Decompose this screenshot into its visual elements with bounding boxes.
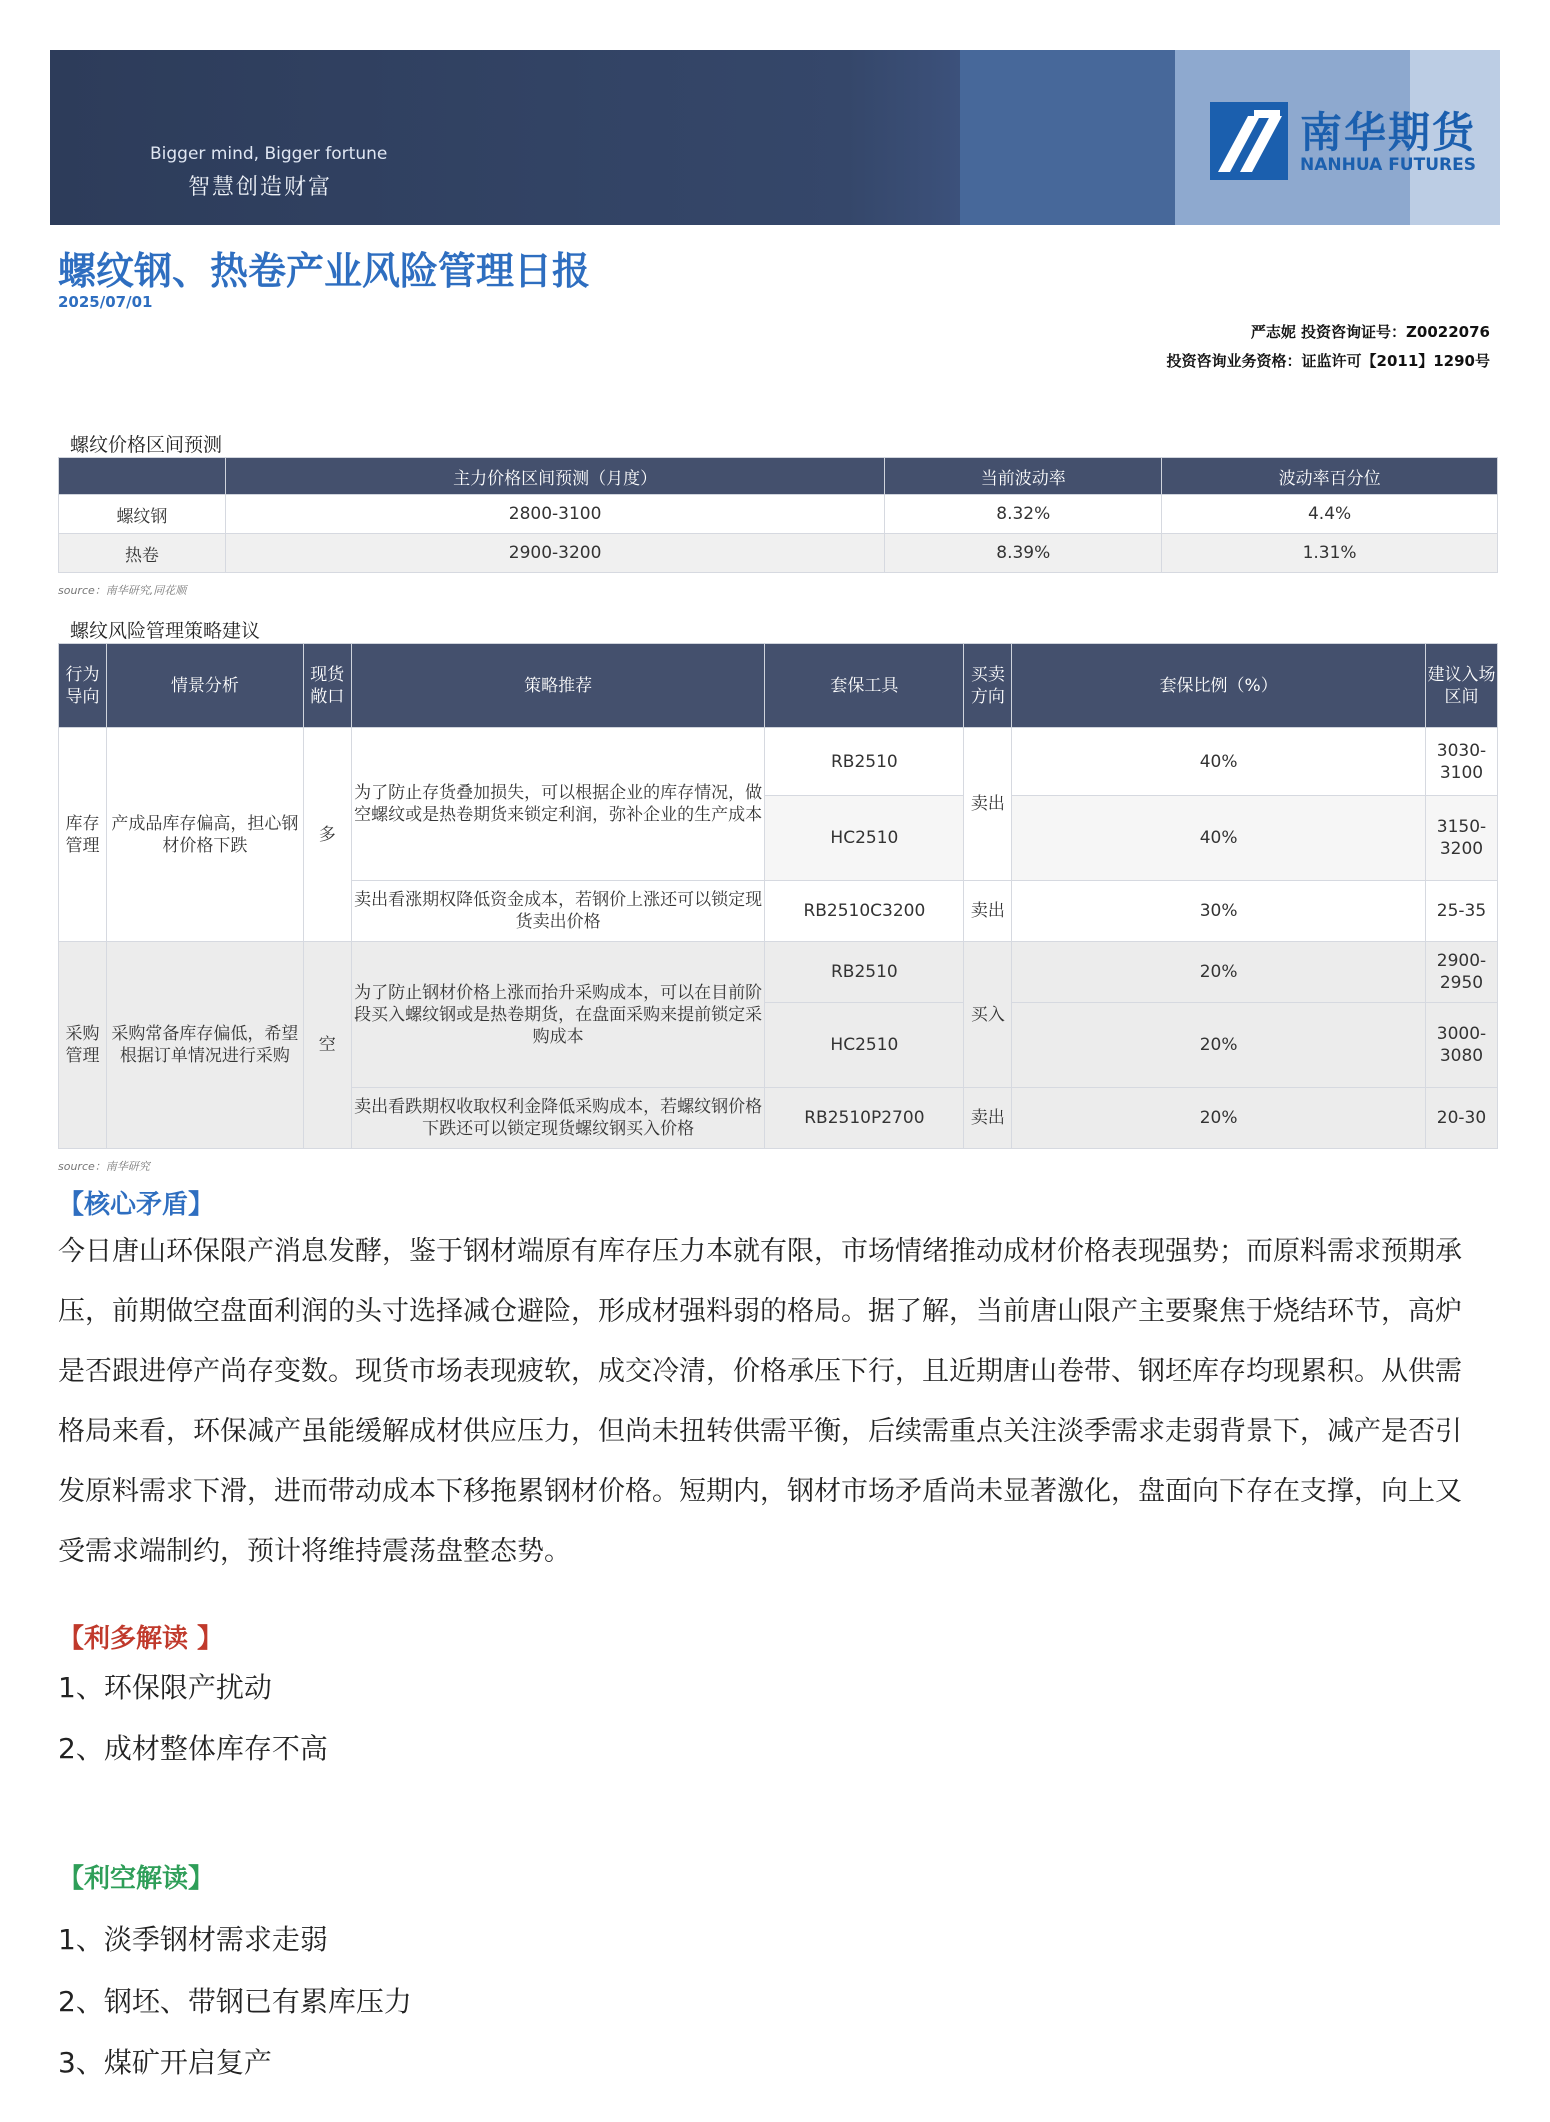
- table-header-cell: 波动率百分位: [1162, 458, 1498, 495]
- ratio-cell: 20%: [1012, 942, 1426, 1003]
- range-cell: 25-35: [1425, 881, 1497, 942]
- strategy-cell: 卖出看涨期权降低资金成本，若钢价上涨还可以锁定现货卖出价格: [351, 881, 765, 942]
- bearish-heading: 【利空解读】: [58, 1864, 215, 1894]
- side-cell: 卖出: [964, 728, 1012, 881]
- table-cell: 热卷: [59, 534, 226, 573]
- strategy-cell: 为了防止钢材价格上涨而抬升采购成本，可以在目前阶段买入螺纹钢或是热卷期货，在盘面采购来提前锁定采购成本: [351, 942, 765, 1088]
- bearish-item: 3、煤矿开启复产: [58, 2046, 272, 2079]
- header-banner: [50, 50, 1500, 225]
- bearish-item: 1、淡季钢材需求走弱: [58, 1923, 328, 1956]
- core-paragraph: 今日唐山环保限产消息发酵，鉴于钢材端原有库存压力本就有限，市场情绪推动成材价格表现强势；而原料需求预期承压，前期做空盘面利润的头寸选择减仓避险，形成材强料弱的格局。据了解，当前唐山限产主要聚焦于烧结环节，高炉是否跟进停产尚存变数。现货市场表现疲软，成交冷清，价格承压下行，且近期唐山卷带、钢坯库存均现累积。从供需格局来看，环保减产虽能缓解成材供应压力，但尚未扭转供需平衡，后续需重点关注淡季需求走弱背景下，减产是否引发原料需求下滑，进而带动成本下移拖累钢材价格。短期内，钢材市场矛盾尚未显著激化，盘面向下存在支撑，向上又受需求端制约，预计将维持震荡盘整态势。: [58, 1236, 1462, 1567]
- nanhua-logo: [1210, 100, 1490, 180]
- table-cell: 2900-3200: [225, 534, 885, 573]
- ratio-cell: 20%: [1012, 1088, 1426, 1149]
- table-row: [59, 534, 1498, 573]
- table-header-cell: 当前波动率: [885, 458, 1162, 495]
- license-line: 投资咨询业务资格：证监许可【2011】1290号: [1166, 352, 1490, 370]
- table-cell: 螺纹钢: [59, 495, 226, 534]
- table-row: [59, 942, 1498, 1003]
- table-cell: 4.4%: [1162, 495, 1498, 534]
- table-header-row: [59, 644, 1498, 728]
- ratio-cell: 40%: [1012, 796, 1426, 881]
- tool-cell: RB2510: [765, 728, 964, 796]
- exposure-cell: 多: [303, 728, 351, 942]
- strategy-table: [58, 643, 1498, 1149]
- ratio-cell: 20%: [1012, 1003, 1426, 1088]
- tool-cell: HC2510: [765, 796, 964, 881]
- direction-cell: 库存管理: [59, 728, 107, 942]
- range-cell: 20-30: [1425, 1088, 1497, 1149]
- price-table-label: 螺纹价格区间预测: [70, 434, 223, 456]
- table-header-cell: 现货敞口: [303, 644, 351, 728]
- table-row: [59, 728, 1498, 796]
- table-row: [59, 495, 1498, 534]
- slogan-english: Bigger mind, Bigger fortune: [150, 144, 388, 164]
- table-header-cell: 情景分析: [106, 644, 303, 728]
- brand-name-cn: 南华期货: [1300, 108, 1477, 157]
- exposure-cell: 空: [303, 942, 351, 1149]
- bullish-heading: 【利多解读 】: [58, 1624, 224, 1654]
- table-header-cell: 行为导向: [59, 644, 107, 728]
- table-cell: 8.39%: [885, 534, 1162, 573]
- source-note: source：南华研究,同花顺: [58, 584, 187, 597]
- price-forecast-table: [58, 457, 1498, 573]
- bullish-item: 2、成材整体库存不高: [58, 1732, 328, 1765]
- tool-cell: HC2510: [765, 1003, 964, 1088]
- tool-cell: RB2510C3200: [765, 881, 964, 942]
- table-header-cell: 套保比例（%）: [1012, 644, 1426, 728]
- report-title: 螺纹钢、热卷产业风险管理日报: [58, 249, 591, 293]
- analyst-line: 严志妮 投资咨询证号：Z0022076: [1250, 323, 1490, 341]
- report-date: 2025/07/01: [58, 293, 153, 311]
- direction-cell: 采购管理: [59, 942, 107, 1149]
- brand-name-en: NANHUA FUTURES: [1300, 155, 1476, 175]
- strategy-table-label: 螺纹风险管理策略建议: [70, 620, 261, 642]
- ratio-cell: 30%: [1012, 881, 1426, 942]
- slogan-chinese: 智慧创造财富: [188, 175, 333, 200]
- scenario-cell: 采购常备库存偏低，希望根据订单情况进行采购: [106, 942, 303, 1149]
- strategy-cell: 卖出看跌期权收取权利金降低采购成本，若螺纹钢价格下跌还可以锁定现货螺纹钢买入价格: [351, 1088, 765, 1149]
- core-heading: 【核心矛盾】: [58, 1190, 215, 1220]
- table-header-cell: 套保工具: [765, 644, 964, 728]
- nanhua-logo-icon: [1210, 102, 1288, 180]
- table-cell: 8.32%: [885, 495, 1162, 534]
- table-header-cell: 建议入场区间: [1425, 644, 1497, 728]
- bearish-item: 2、钢坯、带钢已有累库压力: [58, 1985, 412, 2018]
- bullish-item: 1、环保限产扰动: [58, 1671, 272, 1704]
- table-header-cell: [59, 458, 226, 495]
- analyst-info: [1167, 318, 1491, 376]
- table-header-cell: 主力价格区间预测（月度）: [225, 458, 885, 495]
- side-cell: 卖出: [964, 1088, 1012, 1149]
- banner-block: [960, 50, 1175, 225]
- ratio-cell: 40%: [1012, 728, 1426, 796]
- table-cell: 1.31%: [1162, 534, 1498, 573]
- source-note: source：南华研究: [58, 1160, 150, 1173]
- strategy-cell: 为了防止存货叠加损失，可以根据企业的库存情况，做空螺纹或是热卷期货来锁定利润，弥补企业的生产成本: [351, 728, 765, 881]
- table-cell: 2800-3100: [225, 495, 885, 534]
- range-cell: 2900-2950: [1425, 942, 1497, 1003]
- scenario-cell: 产成品库存偏高，担心钢材价格下跌: [106, 728, 303, 942]
- table-header-row: [59, 458, 1498, 495]
- range-cell: 3030-3100: [1425, 728, 1497, 796]
- range-cell: 3150-3200: [1425, 796, 1497, 881]
- side-cell: 买入: [964, 942, 1012, 1088]
- tool-cell: RB2510: [765, 942, 964, 1003]
- table-header-cell: 买卖方向: [964, 644, 1012, 728]
- table-header-cell: 策略推荐: [351, 644, 765, 728]
- range-cell: 3000-3080: [1425, 1003, 1497, 1088]
- tool-cell: RB2510P2700: [765, 1088, 964, 1149]
- side-cell: 卖出: [964, 881, 1012, 942]
